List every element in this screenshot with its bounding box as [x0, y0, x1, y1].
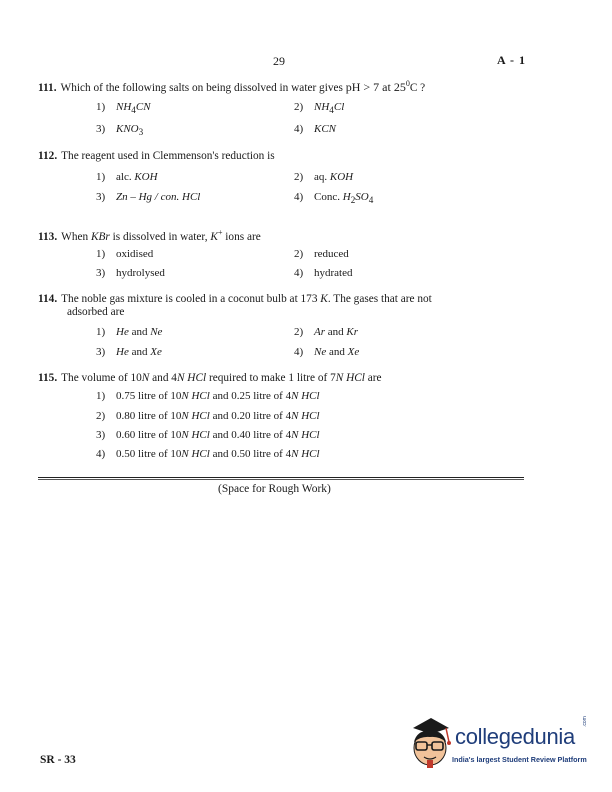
rough-work-label: (Space for Rough Work)	[218, 483, 331, 495]
option-114-4[interactable]: 4) Ne and Xe	[294, 346, 360, 358]
option-111-2[interactable]: 2) $NH_4Cl$	[294, 101, 345, 116]
brand-domain: .com	[582, 716, 588, 727]
question-112: 112. The reagent used in Clemmenson's reduction is	[38, 150, 275, 162]
brand-name: collegedunia	[455, 724, 575, 749]
question-115: 115. The volume of 10N and 4N HCl required to make 1 litre of 7N HCl are	[38, 372, 382, 384]
mascot-icon	[405, 712, 455, 774]
option-114-1[interactable]: 1) He and Ne	[96, 326, 163, 338]
option-115-3[interactable]: 3) 0.60 litre of 10N HCl and 0.40 litre of 4N HCl	[96, 429, 320, 441]
option-111-4[interactable]: 4) KCN	[294, 123, 337, 135]
question-114: 114. The noble gas mixture is cooled in a coconut bulb at 173 K. The gases that are not	[38, 293, 432, 305]
page-number: 29	[273, 54, 285, 68]
option-115-1[interactable]: 1) 0.75 litre of 10N HCl and 0.25 litre of 4N HCl	[96, 390, 320, 402]
separator-rule-top	[38, 477, 524, 478]
series-code: SR - 33	[40, 754, 76, 766]
option-113-2[interactable]: 2) reduced	[294, 248, 349, 260]
brand-tagline: India's largest Student Review Platform	[452, 755, 587, 764]
option-113-1[interactable]: 1) oxidised	[96, 248, 154, 260]
option-115-4[interactable]: 4) 0.50 litre of 10N HCl and 0.50 litre of 4N HCl	[96, 448, 320, 460]
option-114-2[interactable]: 2) Ar and Kr	[294, 326, 359, 338]
question-114-line2: adsorbed are	[67, 306, 125, 318]
option-115-2[interactable]: 2) 0.80 litre of 10N HCl and 0.20 litre of 4N HCl	[96, 410, 320, 422]
question-111: 111. Which of the following salts on being dissolved in water gives pH > 7 at $25^0C$ ?	[38, 79, 426, 94]
option-113-4[interactable]: 4) hydrated	[294, 267, 353, 279]
option-112-1[interactable]: 1) alc. KOH	[96, 171, 158, 183]
math-expression: pH > 7 at 25	[345, 79, 406, 94]
option-111-3[interactable]: 3) $KNO_3$	[96, 123, 144, 138]
separator-rule-bottom	[38, 479, 524, 480]
option-112-2[interactable]: 2) aq. KOH	[294, 171, 354, 183]
option-112-4[interactable]: 4) Conc. $H_2SO_4$	[294, 191, 374, 206]
option-114-3[interactable]: 3) He and Xe	[96, 346, 162, 358]
option-113-3[interactable]: 3) hydrolysed	[96, 267, 165, 279]
question-113: 113. When KBr is dissolved in water, K+ ions are	[38, 228, 261, 243]
option-112-3[interactable]: 3) Zn – Hg / con. HCl	[96, 191, 201, 203]
question-number: 111.	[38, 81, 57, 94]
paper-code: A - 1	[497, 53, 526, 67]
option-111-1[interactable]: 1) $NH_4CN$	[96, 101, 151, 116]
